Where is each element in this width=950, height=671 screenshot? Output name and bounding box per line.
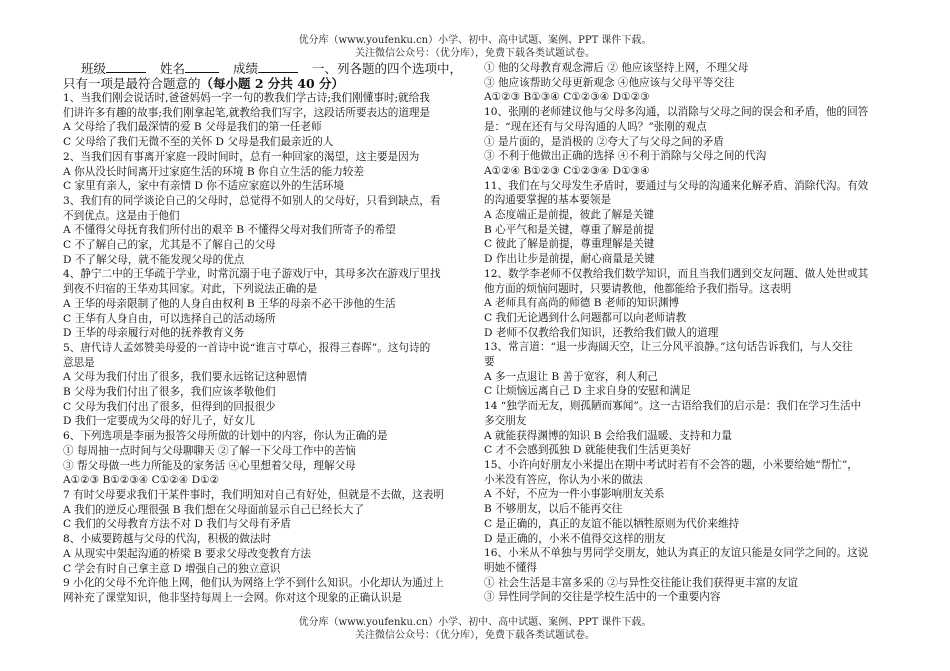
text-line: B 不够朋友，以后不能再交往 bbox=[484, 503, 623, 516]
text-line: A 父母给了我们最深情的爱 B 父母是我们的第一任老师 bbox=[63, 121, 322, 134]
text-line: D 作出让步是前提，耐心商量是关键 bbox=[484, 253, 655, 266]
page-header bbox=[0, 34, 950, 60]
name-blank bbox=[185, 61, 219, 73]
score-label: 成绩 bbox=[233, 61, 259, 76]
text-line: 14 “独学而无友，则孤陋而寡闻”。这一古语给我们的启示是：我们在学习生活中 bbox=[484, 400, 862, 413]
text-line: D 不了解父母，就不能发现父母的优点 bbox=[63, 253, 245, 266]
text-line: C 才不会感到孤独 D 就能使我们生活更美好 bbox=[484, 444, 691, 457]
text-line: 网补充了课堂知识，他非坚持每周上一会网。你对这个现象的正确认识是 bbox=[63, 591, 402, 604]
text-line: C 父母为我们付出了很多，但得到的回报很少 bbox=[63, 400, 276, 413]
text-line: ① 每周抽一点时间与父母聊聊天 ②了解一下父母工作中的苦恼 bbox=[63, 444, 356, 457]
text-line: 是：“现在还有与父母沟通的人吗？”张刚的观点 bbox=[484, 120, 707, 133]
text-line: C 彼此了解是前提，尊重理解是关键 bbox=[484, 238, 655, 251]
text-line: D 老师不仅教给我们知识，还教给我们做人的道理 bbox=[484, 326, 719, 339]
instructions-text: 只有一项是最符合题意的 bbox=[63, 76, 201, 91]
text-line: 6、下列选项是李丽为报答父母所做的计划中的内容，你认为正确的是 bbox=[63, 430, 388, 443]
text-line: 1、当我们刚会说话时,爸爸妈妈一字一句的教我们学古诗;我们刚懂事时;就给我 bbox=[63, 92, 430, 104]
text-line: ③ 他应该帮助父母更新观念 ④他应该与父母平等交往 bbox=[484, 76, 735, 89]
text-line: 15、小许向好朋友小米提出在期中考试时若有不会答的题，小米要给她“帮忙”， bbox=[484, 458, 858, 471]
text-line: 们讲许多有趣的故事;我们刚拿起笔,就教给我们写字，这段话所要表达的道理是 bbox=[63, 106, 431, 119]
left-question-list bbox=[63, 91, 473, 606]
text-line: ① 社会生活是丰富多采的 ②与异性交往能让我们获得更丰富的友谊 bbox=[484, 576, 798, 589]
footer-line-1: 优分库（www.youfenku.cn）小学、初中、高中试题、案例、PPT 课件下载。 bbox=[298, 617, 652, 628]
text-line: 12、数学李老师不仅教给我们数学知识，而且当我们遇到交友问题、做人处世或其 bbox=[484, 267, 869, 280]
text-line: 他方面的烦恼问题时，只要请教他，他都能给予我们指导。这表明 bbox=[484, 282, 792, 295]
text-line: C 让烦恼远离自己 D 主求自身的安慰和满足 bbox=[484, 385, 691, 398]
text-line: 9 小化的父母不允许他上网，他们认为网络上学不到什么知识。小化却认为通过上 bbox=[63, 577, 444, 590]
text-line: D 王华的母亲履行对他的抚养教育义务 bbox=[63, 327, 245, 340]
name-label: 姓名 bbox=[160, 61, 186, 76]
instructions-points: （每小题 2 分共 40 分） bbox=[200, 76, 345, 91]
text-line: 11、我们在与父母发生矛盾时，要通过与父母的沟通来化解矛盾、消除代沟。有效 bbox=[484, 179, 869, 192]
exam-title-line bbox=[63, 61, 473, 76]
text-line: A①②④ B①②③ C①②③④ D①③④ bbox=[484, 164, 650, 177]
text-line: ① 是片面的，是消极的 ②夸大了与父母之间的矛盾 bbox=[484, 135, 724, 148]
text-line: A 王华的母亲限制了他的人身自由权利 B 王华的母亲不必干涉他的生活 bbox=[63, 297, 396, 310]
text-line: 5、唐代诗人孟郊赞美母爱的一首诗中说“谁言寸草心，报得三春晖”。这句诗的 bbox=[63, 341, 431, 354]
class-blank bbox=[106, 61, 146, 73]
text-line: 7 有时父母要求我们干某件事时，我们明知对自己有好处，但就是不去做，这表明 bbox=[63, 488, 444, 501]
text-line: A 态度端正是前提，彼此了解是关键 bbox=[484, 209, 654, 222]
text-line: 小米没有答应，你认为小米的做法 bbox=[484, 473, 643, 486]
text-line: A 多一点退让 B 善于宽容，利人利己 bbox=[484, 370, 658, 383]
text-line: 意思是 bbox=[63, 356, 95, 369]
instructions-line bbox=[63, 76, 473, 91]
text-line: A 我们的逆反心理很强 B 我们想在父母面前显示自己已经长大了 bbox=[63, 503, 364, 516]
score-blank bbox=[258, 61, 298, 73]
text-line: C 不了解自己的家，尤其是不了解自己的父母 bbox=[63, 239, 276, 252]
header-line-2: 关注微信公众号：（优分库），免费下载各类试题试卷。 bbox=[355, 48, 595, 59]
text-line: 明她不懂得 bbox=[484, 561, 537, 574]
text-line: C 我们的父母教育方法不对 D 我们与父母有矛盾 bbox=[63, 518, 291, 531]
text-line: 的沟通要掌握的基本要领是 bbox=[484, 194, 612, 207]
text-line: A 老师具有高尚的师德 B 老师的知识渊博 bbox=[484, 297, 680, 310]
text-line: A 父母为我们付出了很多，我们要永远铭记这种恩情 bbox=[63, 371, 308, 384]
page-footer bbox=[0, 616, 950, 642]
section-title: 一、列各题的四个选项中， bbox=[312, 61, 463, 76]
text-line: B 父母为我们付出了很多，我们应该孝敬他们 bbox=[63, 386, 276, 399]
text-line: ③ 帮父母做一些力所能及的家务活 ④心里想着父母，理解父母 bbox=[63, 459, 356, 472]
text-line: 2、当我们因有事离开家庭一段时间时，总有一种回家的渴望，这主要是因为 bbox=[63, 150, 420, 163]
footer-line-2: 关注微信公众号：（优分库），免费下载各类试题试卷。 bbox=[355, 630, 595, 641]
text-line: C 学会有时自己拿主意 D 增强自己的独立意识 bbox=[63, 562, 281, 575]
text-line: C 我们无论遇到什么问题都可以向老师请教 bbox=[484, 311, 687, 324]
right-question-list bbox=[484, 61, 889, 605]
text-line: 3、我们有的同学谈论自己的父母时，总觉得不如别人的父母好，只看到缺点，看 bbox=[63, 194, 441, 207]
text-line: ③ 异性同学间的交往是学校生活中的一个重要内容 bbox=[484, 591, 721, 604]
text-line: C 是正确的，真正的友谊不能以牺牲原则为代价来维持 bbox=[484, 517, 740, 530]
text-line: A①②③ B①③④ C①②③④ D①②③ bbox=[484, 91, 650, 104]
text-line: B 心平气和是关键，尊重了解是前提 bbox=[484, 223, 655, 236]
text-line: 10、张刚的老师建议他与父母多沟通，以消除与父母之间的误会和矛盾，他的回答 bbox=[484, 106, 869, 119]
text-line: 13、常言道：“退一步海阔天空，让三分风平浪静。”这句话告诉我们，与人交往 bbox=[484, 341, 853, 354]
text-line: 16、小米从不单独与男同学交朋友，她认为真正的友谊只能是女同学之间的。这说 bbox=[484, 547, 869, 560]
text-line: A 你从没长时间离开过家庭生活的环境 B 你自立生活的能力较差 bbox=[63, 165, 364, 178]
text-line: 多交朋友 bbox=[484, 414, 527, 427]
text-line: A 就能获得渊博的知识 B 会给我们温暖、支持和力量 bbox=[484, 429, 733, 442]
text-line: A 不懂得父母抚育我们所付出的艰辛 B 不懂得父母对我们所寄予的希望 bbox=[63, 224, 396, 237]
text-line: 到夜不归宿的王华劝其回家。对此，下列说法正确的是 bbox=[63, 283, 318, 296]
text-line: 不到优点。这是由于他们 bbox=[63, 209, 180, 222]
text-line: D 我们一定要成为父母的好儿子，好女儿 bbox=[63, 415, 255, 428]
text-line: ③ 不利于他做出正确的选择 ④不利于消除与父母之间的代沟 bbox=[484, 150, 767, 163]
left-column bbox=[63, 61, 473, 606]
text-line: C 父母给了我们无微不至的关怀 D 父母是我们最亲近的人 bbox=[63, 136, 334, 149]
text-line: C 王华有人身自由，可以选择自己的活动场所 bbox=[63, 312, 276, 325]
text-line: 8、小威要跨越与父母的代沟，积极的做法时 bbox=[63, 533, 272, 546]
text-line: 要 bbox=[484, 356, 495, 369]
header-line-1: 优分库（www.youfenku.cn）小学、初中、高中试题、案例、PPT 课件下载。 bbox=[298, 35, 652, 46]
text-line: 4、静宁二中的王华疏于学业，时常沉溺于电子游戏厅中，其母多次在游戏厅里找 bbox=[63, 268, 441, 281]
class-label: 班级 bbox=[81, 61, 107, 76]
text-line: ① 他的父母教育观念滞后 ② 他应该坚持上网，不理父母 bbox=[484, 62, 749, 74]
text-line: A 不好，不应为一件小事影响朋友关系 bbox=[484, 488, 665, 501]
text-line: A 从现实中架起沟通的桥梁 B 要求父母改变教育方法 bbox=[63, 547, 312, 560]
right-column bbox=[484, 61, 889, 605]
text-line: C 家里有亲人，家中有亲情 D 你不适应家庭以外的生活环境 bbox=[63, 180, 344, 193]
text-line: D 是正确的，小米不值得交这样的朋友 bbox=[484, 532, 666, 545]
text-line: A①②③ B①②③④ C①②④ D①② bbox=[63, 474, 220, 487]
